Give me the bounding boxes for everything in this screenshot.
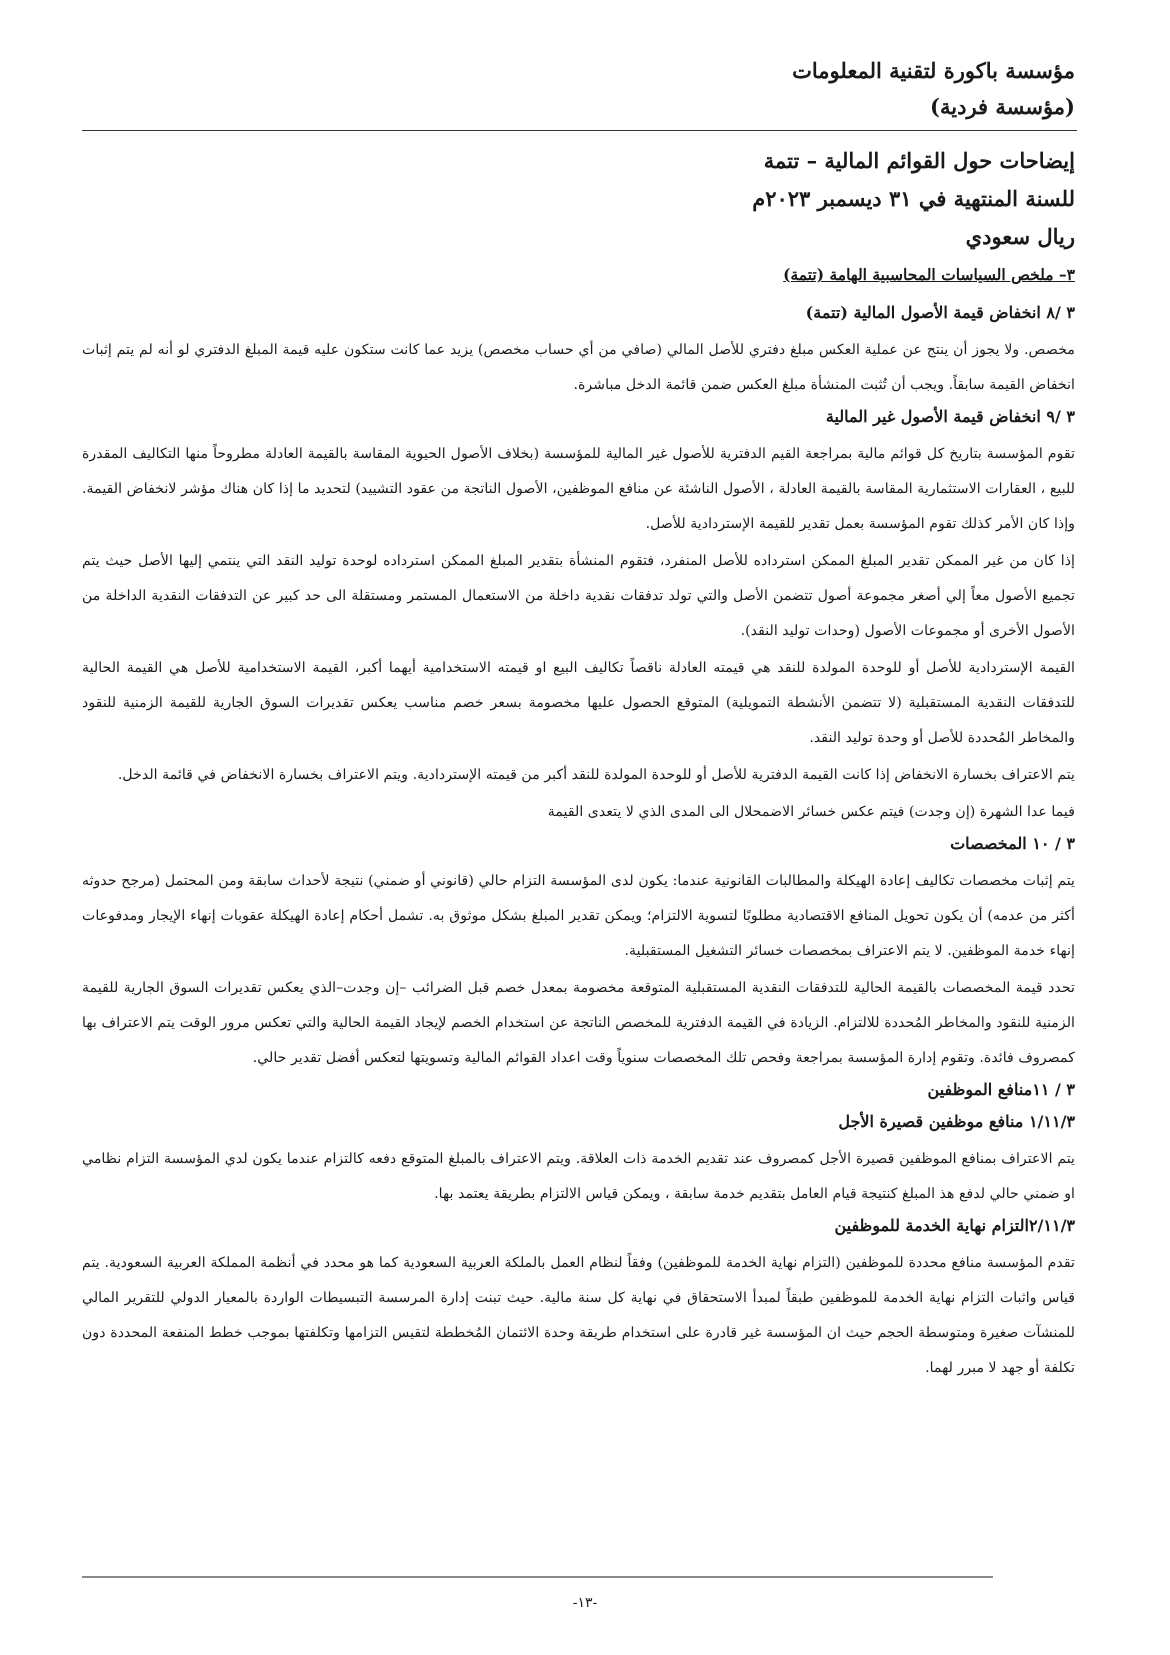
subsection-heading: ١/١١/٣ منافع موظفين قصيرة الأجل — [838, 1112, 1075, 1131]
subsection-10 — [82, 832, 1075, 1076]
paragraph: القيمة الإستردادية للأصل أو للوحدة المولدة للنقد هي قيمته العادلة ناقصاً تكاليف البيع او قيمته الاستخدامية أيهما أكبر، القيمة الاستخدامية للأصل هي القيمة الحالية للتدفقات النقدية المستقبلية (لا تتضمن الأنشطة التمويلية) المتوقع الحصول عليها مخصومة بسعر خصم مناسب يعكس تقديرات السوق الجارية للقيمة الزمنية للنقود والمخاطر المُحددة للأصل أو وحدة توليد النقد. — [82, 660, 1075, 746]
paragraph: تقدم المؤسسة منافع محددة للموظفين (التزام نهاية الخدمة للموظفين) وفقاً لنظام العمل بالملكة العربية السعودية كما هو محدد في أنظمة المملكة العربية السعودية. يتم قياس واثبات التزام نهاية الخدمة للموظفين طبقاً لمبدأ الاستحقاق في نهاية كل سنة مالية. حيث تبنت إدارة المرسسة التبسيطات الواردة بالمعيار الدولي للتقرير المالي للمنشآت صغيرة ومتوسطة الحجم حيث ان المؤسسة غير قادرة على استخدام طريقة وحدة الائتمان المُخططة لتقيس التزامها وتكلفتها بموجب خطط المنفعة المحددة دون تكلفة أو جهد لا مبرر لهما. — [82, 1255, 1075, 1376]
paragraph: يتم الاعتراف بخسارة الانخفاض إذا كانت القيمة الدفترية للأصل أو للوحدة المولدة للنقد أكبر من قيمته الإستردادية. ويتم الاعتراف بخسارة الانخفاض في قائمة الدخل. — [117, 767, 1075, 783]
paragraph: تقوم المؤسسة بتاريخ كل قوائم مالية بمراجعة القيم الدفترية للأصول غير المالية للمؤسسة (بخلاف الأصول الحيوية المقاسة بالقيمة العادلة مطروحاً منها التكاليف المقدرة للبيع ، العقارات الاستثمارية المقاسة بالقيمة العادلة ، الأصول الناشئة عن منافع الموظفين، الأصول الناتجة من عقود التشييد) لتحديد ما إذا كان هناك مؤشر لانخفاض القيمة. وإذا كان الأمر كذلك تقوم المؤسسة بعمل تقدير للقيمة الإستردادية للأصل. — [82, 446, 1075, 532]
paragraph: إذا كان من غير الممكن تقدير المبلغ الممكن استرداده للأصل المنفرد، فتقوم المنشأة بتقدير المبلغ الممكن استرداده لوحدة توليد النقد التي ينتمي إليها الأصل حيث يتم تجميع الأصول معاً إلي أصغر مجموعة أصول تتضمن الأصل والتي تولد تدفقات نقدية داخلة من الاستعمال المستمر ومستقلة الى حد كبير عن التدفقات النقدية الداخلة من الأصول الأخرى أو مجموعات الأصول (وحدات توليد النقد). — [82, 553, 1075, 639]
subsection-11-1 — [82, 1110, 1075, 1212]
paragraph: يتم إثبات مخصصات تكاليف إعادة الهيكلة والمطالبات القانونية عندما: يكون لدى المؤسسة التزام حالي (قانوني أو ضمني) نتيجة لأحداث سابقة ومن المحتمل (مرجح حدوثه أكثر من عدمه) أن يكون تحويل المنافع الاقتصادية مطلوبًا لتسوية الالتزام؛ ويمكن تقدير المبلغ بشكل موثوق به. تشمل أحكام إعادة الهيكلة عقوبات إنهاء الإيجار ومدفوعات إنهاء خدمة الموظفين. لا يتم الاعتراف بمخصصات خسائر التشغيل المستقبلية. — [82, 873, 1075, 959]
subsection-heading: ٣ / ١٠ المخصصات — [950, 834, 1075, 853]
paragraph: فيما عدا الشهرة (إن وجدت) فيتم عكس خسائر الاضمحلال الى المدى الذي لا يتعدى القيمة — [547, 804, 1075, 820]
paragraph: تحدد قيمة المخصصات بالقيمة الحالية للتدفقات النقدية المستقبلية المتوقعة مخصومة بمعدل خصم قبل الضرائب –إن وجدت–الذي يعكس تقديرات السوق الجارية للقيمة الزمنية للنقود والمخاطر المُحددة للالتزام. الزيادة في القيمة الدفترية للمخصص الناتجة عن استخدام الخصم لإيجاد القيمة الحالية والتي تعكس مرور الوقت يتم الاعتراف بها كمصروف فائدة. وتقوم إدارة المؤسسة بمراجعة وفحص تلك المخصصات سنوياً وقت اعداد القوائم المالية وتسويتها لتعكس أفضل تقدير حالي. — [82, 980, 1075, 1066]
subsection-heading: ٣ /٨ انخفاض قيمة الأصول المالية (تتمة) — [805, 303, 1075, 322]
footer-divider — [82, 1576, 993, 1578]
subsection-11-2 — [82, 1214, 1075, 1386]
paragraph: مخصص. ولا يجوز أن ينتج عن عملية العكس مبلغ دفتري للأصل المالي (صافي من أي حساب مخصص) يزيد عما كانت ستكون عليه قيمة المبلغ الدفتري لو أنه لم يتم إثبات انخفاض القيمة سابقاً. ويجب أن تُثبت المنشأة مبلغ العكس ضمن قائمة الدخل مباشرة. — [82, 342, 1075, 393]
paragraph: يتم الاعتراف بمنافع الموظفين قصيرة الأجل كمصروف عند تقديم الخدمة ذات العلاقة. ويتم الاعتراف بالمبلغ المتوقع دفعه كالتزام عندما يكون لدي المؤسسة التزام نظامي او ضمني حالي لدفع هذ المبلغ كنتيجة قيام العامل بتقديم خدمة سابقة ، ويمكن قياس الالتزام بطريقة يعتمد بها. — [82, 1151, 1075, 1202]
subsection-heading: ٣ /٩ انخفاض قيمة الأصول غير المالية — [825, 407, 1075, 426]
currency-label: ريال سعودي — [965, 224, 1075, 249]
subsection-heading: ٣ / ١١منافع الموظفين — [927, 1080, 1075, 1099]
notes-body — [82, 263, 1075, 1388]
subsection-8 — [82, 301, 1075, 403]
page-number: -١٣- — [572, 1595, 598, 1611]
company-name: مؤسسة باكورة لتقنية المعلومات — [792, 58, 1075, 83]
header-divider — [82, 130, 1077, 131]
subsection-9 — [82, 405, 1075, 830]
company-type: (مؤسسة فردية) — [930, 94, 1075, 119]
report-title: إيضاحات حول القوائم المالية – تتمة — [763, 148, 1075, 173]
subsection-11 — [82, 1078, 1075, 1102]
subsection-heading: ٢/١١/٣التزام نهاية الخدمة للموظفين — [834, 1216, 1075, 1235]
reporting-period: للسنة المنتهية في ٣١ ديسمبر ٢٠٢٣م — [752, 186, 1075, 211]
section-title: ٣– ملخص السياسات المحاسبية الهامة (تتمة) — [783, 265, 1075, 284]
